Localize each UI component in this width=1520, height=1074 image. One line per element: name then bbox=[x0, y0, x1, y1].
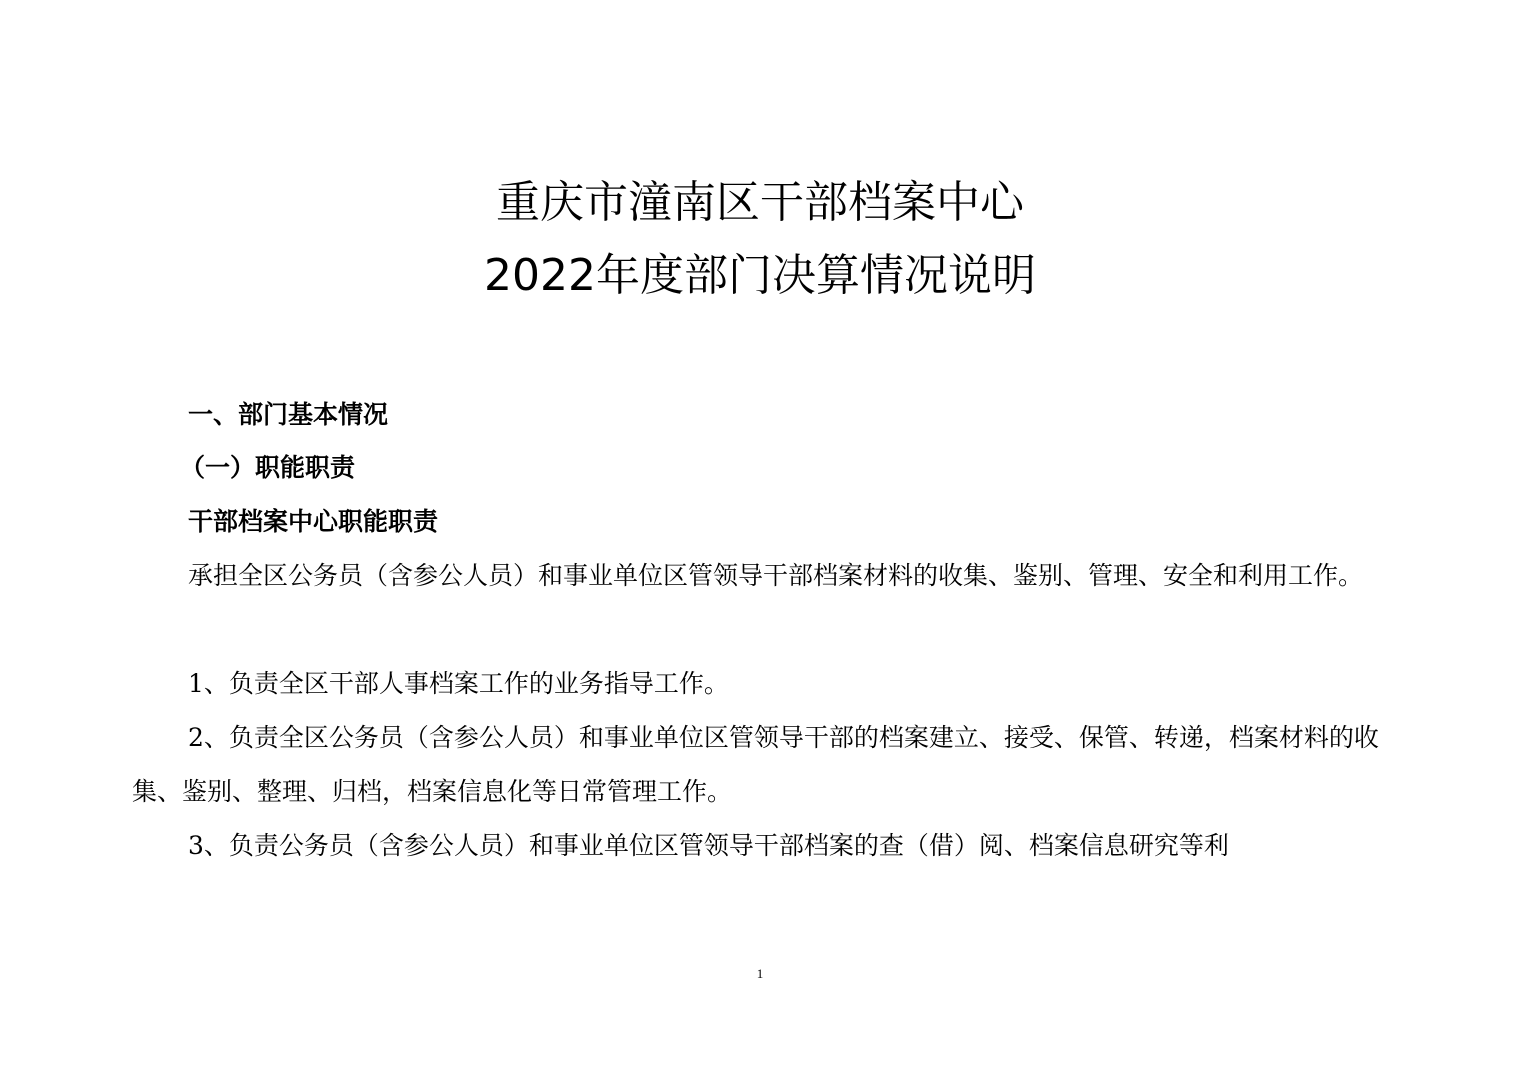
section-heading: 一、部门基本情况 bbox=[188, 400, 389, 429]
body-paragraph: 1、负责全区干部人事档案工作的业务指导工作。 bbox=[188, 669, 729, 698]
page-number: 1 bbox=[756, 966, 764, 981]
body-paragraph: 承担全区公务员（含参公人员）和事业单位区管领导干部档案材料的收集、鉴别、管理、安全和利用工作。 bbox=[188, 561, 1364, 590]
document-title-line2: 2022年度部门决算情况说明 bbox=[484, 250, 1036, 301]
body-paragraph: 2、负责全区公务员（含参公人员）和事业单位区管领导干部的档案建立、接受、保管、转递，档案材料的收集、鉴别、整理、归档，档案信息化等日常管理工作。 bbox=[132, 723, 1379, 806]
document-title-line1: 重庆市潼南区干部档案中心 bbox=[496, 177, 1024, 228]
duties-subheading: 干部档案中心职能职责 bbox=[188, 507, 439, 536]
body-paragraph: 3、负责公务员（含参公人员）和事业单位区管领导干部档案的查（借）阅、档案信息研究等利 bbox=[188, 831, 1229, 860]
subsection-heading: （一）职能职责 bbox=[180, 453, 356, 482]
